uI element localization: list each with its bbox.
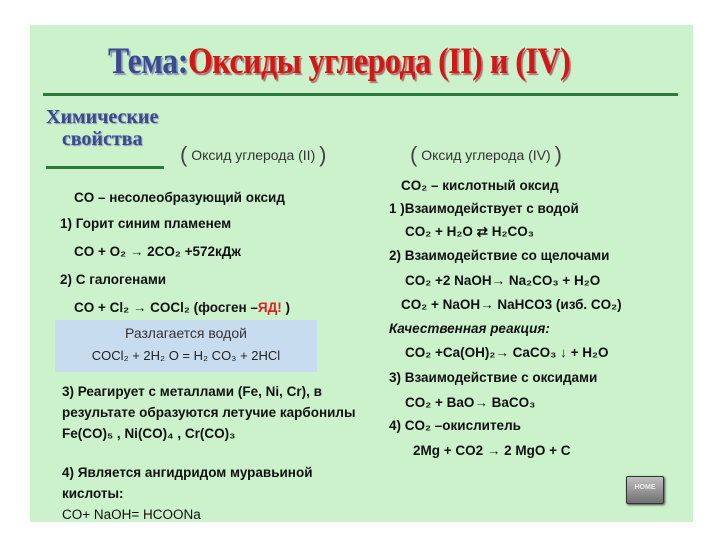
header-co2-label: Оксид углерода (IV): [421, 147, 551, 163]
right-line: CO₂ + BaO→ BaCO₃: [405, 395, 536, 410]
formic-paragraph: 4) Является ангидридом муравьиной кислоты:: [62, 465, 313, 501]
right-line: Качественная реакция:: [389, 321, 550, 336]
section-heading-line2: свойства: [61, 128, 143, 150]
left-line: 2) С галогенами: [60, 272, 167, 287]
right-line: CO₂ +2 NaOH→ Na₂CO₃ + H₂O: [405, 273, 601, 288]
formic-equation: CO+ NaOH= HCOONa: [62, 507, 201, 522]
right-line: 2) Взаимодействие со щелочами: [389, 248, 610, 263]
left-line: 1) Горит синим пламенем: [60, 216, 232, 231]
header-co: ( Оксид углерода (II) ): [180, 142, 327, 167]
right-line: 2Mg + CO2 → 2 MgO + C: [413, 443, 571, 458]
right-line: 3) Взаимодействие с оксидами: [389, 370, 598, 385]
title-prefix: Тема:: [108, 41, 188, 82]
right-line: CO₂ + NaOH→ NaHCO3 (изб. CO₂): [401, 297, 622, 312]
left-line-phosgene: [74, 300, 290, 315]
hydrolysis-title: Разлагается водой: [125, 325, 247, 341]
hydrolysis-equation: COCl₂ + 2H₂ O = H₂ CO₃ + 2HCl: [91, 348, 281, 363]
page-title: [108, 40, 570, 83]
poison-warning: ЯД!: [257, 300, 282, 315]
left-line: CO – несолеобразующий оксид: [74, 190, 285, 205]
metals-paragraph: 3) Реагирует с металлами (Fe, Ni, Cr), в результате образуются летучие карбонилы Fe(CO)₅ , Ni(CO)₄ , Cr(CO)₃: [62, 384, 356, 441]
header-co2: ( Оксид углерода (IV) ): [410, 142, 562, 167]
header-co-label: Оксид углерода (II): [191, 147, 316, 163]
right-line: 1 )Взаимодействует с водой: [389, 201, 579, 216]
title-text: Оксиды углерода (II) и (IV): [187, 41, 571, 82]
section-heading-line1: Химические: [46, 106, 159, 128]
hydrolysis-box: [55, 320, 317, 372]
left-line: CO + O₂ → 2CO₂ +572кДж: [74, 244, 241, 259]
home-button[interactable]: [626, 476, 664, 504]
section-heading: [46, 106, 158, 150]
phosgene-close: ): [281, 300, 290, 315]
home-button-label: HOME: [634, 484, 656, 491]
right-line: 4) CO₂ –окислитель: [389, 418, 521, 433]
title-divider: [43, 93, 678, 96]
right-line: CO₂ – кислотный оксид: [401, 178, 559, 193]
right-line: CO₂ + H₂O ⇄ H₂CO₃: [405, 224, 534, 239]
phosgene-equation: CO + Cl₂ → COCl₂ (фосген –: [74, 300, 258, 315]
right-line: CO₂ +Ca(OH)₂→ CaCO₃ ↓ + H₂O: [405, 345, 609, 360]
section-divider: [46, 166, 164, 169]
